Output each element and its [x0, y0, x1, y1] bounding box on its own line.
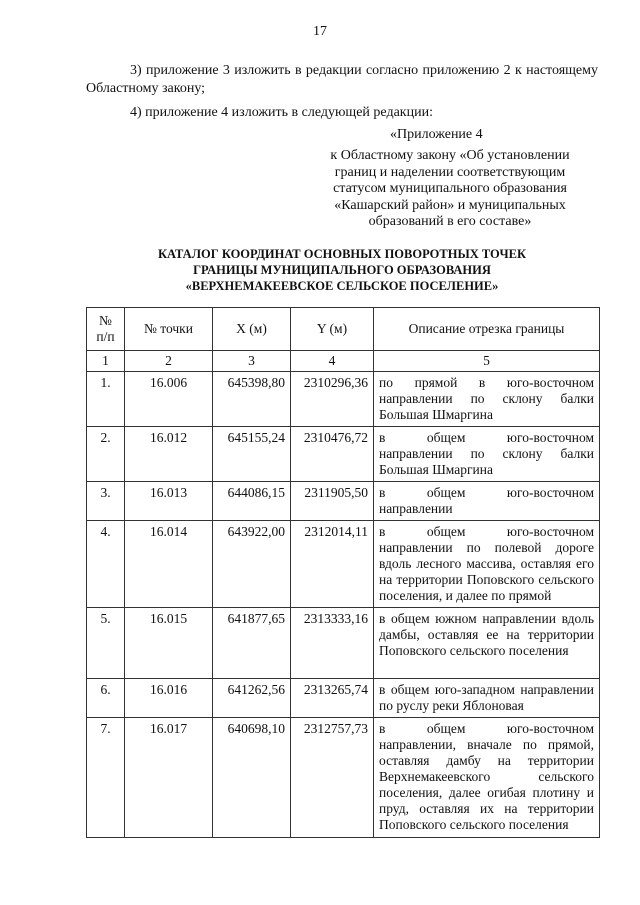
- appendix-subtitle-line: «Кашарский район» и муниципальных: [334, 197, 566, 213]
- header-num-abbr: п/п: [96, 329, 115, 344]
- appendix-subtitle-line: образований в его составе»: [368, 214, 532, 229]
- row-y: 2311905,50: [291, 482, 374, 521]
- row-y: 2312014,11: [291, 521, 374, 608]
- column-number: 3: [213, 351, 291, 372]
- row-num: 7.: [87, 718, 125, 838]
- appendix-title: «Приложение 4: [390, 127, 483, 142]
- row-description: в общем юго-восточном направлении: [374, 482, 600, 521]
- row-description: в общем юго-западном направлении по руслу реки Яблоновая: [374, 679, 600, 718]
- table-row: [87, 608, 600, 679]
- header-description: Описание отрезка границы: [374, 308, 600, 351]
- table-row: [87, 427, 600, 482]
- row-y: 2312757,73: [291, 718, 374, 838]
- row-num: 5.: [87, 608, 125, 679]
- appendix-subtitle-line: границ и наделении соответствующим: [334, 164, 566, 180]
- row-num: 2.: [87, 427, 125, 482]
- row-point: 16.017: [125, 718, 213, 838]
- row-y: 2310476,72: [291, 427, 374, 482]
- column-number: 5: [374, 351, 600, 372]
- catalog-title-line: ГРАНИЦЫ МУНИЦИПАЛЬНОГО ОБРАЗОВАНИЯ: [193, 263, 491, 277]
- table-row: [87, 679, 600, 718]
- header-point: № точки: [125, 308, 213, 351]
- header-y: Y (м): [291, 308, 374, 351]
- table-row: [87, 372, 600, 427]
- row-y: 2313265,74: [291, 679, 374, 718]
- row-x: 641877,65: [213, 608, 291, 679]
- row-x: 640698,10: [213, 718, 291, 838]
- row-point: 16.016: [125, 679, 213, 718]
- table-row: [87, 718, 600, 838]
- row-x: 644086,15: [213, 482, 291, 521]
- row-x: 641262,56: [213, 679, 291, 718]
- column-number: 4: [291, 351, 374, 372]
- header-num-symbol: №: [99, 313, 112, 328]
- column-number: 1: [87, 351, 125, 372]
- catalog-title: [86, 246, 598, 294]
- row-y: 2313333,16: [291, 608, 374, 679]
- row-x: 645398,80: [213, 372, 291, 427]
- row-point: 16.014: [125, 521, 213, 608]
- paragraph-3: 3) приложение 3 изложить в редакции согласно приложению 2 к настоящему Областному закону;: [86, 63, 598, 96]
- row-point: 16.013: [125, 482, 213, 521]
- row-num: 4.: [87, 521, 125, 608]
- row-num: 6.: [87, 679, 125, 718]
- column-number-row: [87, 351, 600, 372]
- row-point: 16.012: [125, 427, 213, 482]
- row-description: в общем юго-восточном направлении по полевой дороге вдоль лесного массива, оставляя его на территории Поповского сельского поселения, и далее по прямой: [374, 521, 600, 608]
- row-description: в общем южном направлении вдоль дамбы, оставляя ее на территории Поповского сельского поселения: [374, 608, 600, 679]
- appendix-subtitle-line: статусом муниципального образования: [333, 181, 567, 196]
- row-point: 16.015: [125, 608, 213, 679]
- paragraph-4: 4) приложение 4 изложить в следующей редакции:: [130, 105, 433, 120]
- row-point: 16.006: [125, 372, 213, 427]
- row-x: 643922,00: [213, 521, 291, 608]
- table-header-row: [87, 308, 600, 351]
- appendix-subtitle: [302, 148, 598, 231]
- coordinates-table: [86, 307, 600, 838]
- row-y: 2310296,36: [291, 372, 374, 427]
- row-description: по прямой в юго-восточном направлении по склону балки Большая Шмаргина: [374, 372, 600, 427]
- row-description: в общем юго-восточном направлении, вначале по прямой, оставляя дамбу на территории Верхнемакеевского сельского поселения, далее огибая плотину и пруд, оставляя их на территории Поповского сельского поселения: [374, 718, 600, 838]
- header-x: X (м): [213, 308, 291, 351]
- table-row: [87, 521, 600, 608]
- page-number: 17: [313, 24, 327, 39]
- catalog-title-line: КАТАЛОГ КООРДИНАТ ОСНОВНЫХ ПОВОРОТНЫХ ТОЧЕК: [157, 247, 527, 261]
- row-num: 3.: [87, 482, 125, 521]
- catalog-title-line: «ВЕРХНЕМАКЕЕВСКОЕ СЕЛЬСКОЕ ПОСЕЛЕНИЕ»: [185, 279, 499, 293]
- row-x: 645155,24: [213, 427, 291, 482]
- row-num: 1.: [87, 372, 125, 427]
- column-number: 2: [125, 351, 213, 372]
- appendix-subtitle-line: к Областному закону «Об установлении: [330, 148, 570, 163]
- table-row: [87, 482, 600, 521]
- row-description: в общем юго-восточном направлении по склону балки Большая Шмаргина: [374, 427, 600, 482]
- header-num: [87, 308, 125, 351]
